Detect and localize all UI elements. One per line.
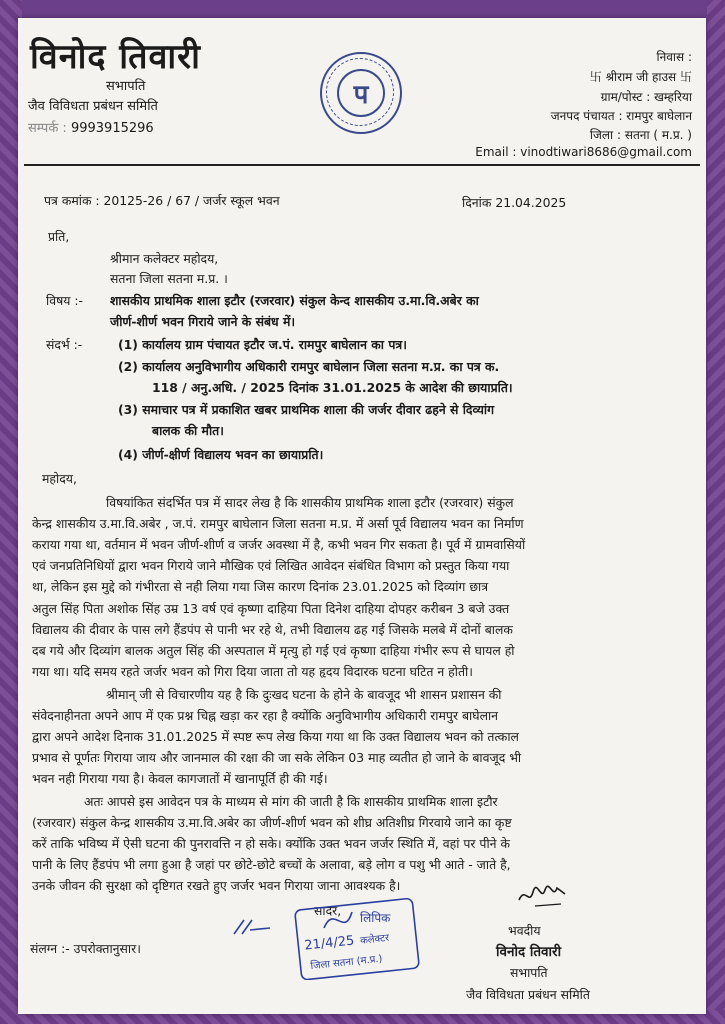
salutation: महोदय, xyxy=(42,471,77,486)
para1-line: एवं जनप्रतिनिधियों द्वारा भवन गिराये जाने मौखिक एवं लिखित आवेदन संबंधित विभाग को प्रस्तुत किया गया xyxy=(32,558,510,573)
signature-handwritten xyxy=(515,880,569,910)
seal-ring xyxy=(326,58,394,126)
letter-page xyxy=(18,18,706,1014)
reference-1: (1) कार्यालय ग्राम पंचायत इटौर ज.पं. रामपुर बाघेलान का पत्र। xyxy=(118,337,407,352)
para1-line: अतुल सिंह पिता अशोक सिंह उम्र 13 वर्ष एवं कृष्णा दाहिया पिता दिनेश दाहिया दोपहर करीबन 3 बजे उक्त xyxy=(32,601,510,616)
para1-line: गया था। यदि समय रहते जर्जर भवन को गिरा दिया जाता तो यह हृदय विदारक घटना घटित न होती। xyxy=(32,664,473,679)
prati: प्रति, xyxy=(48,229,70,244)
para1-line: था, लेकिन इस मुद्दे को गंभीरता से नही लिया गया जिस कारण दिनांक 23.01.2025 को दिव्यांग छात्र xyxy=(32,579,489,594)
address-label: निवास : xyxy=(656,50,692,64)
letter-ref-number: पत्र कमांक : 20125-26 / 67 / जर्जर स्कूल भवन xyxy=(44,193,280,208)
address-email: Email : vinodtiwari8686@gmail.com xyxy=(475,145,692,159)
subject-line1: शासकीय प्राथमिक शाला इटौर (रजरवार) संकुल केन्द शासकीय उ.मा.वि.अबेर का xyxy=(110,293,479,308)
para1-line: विद्यालय की दीवार के पास लगे हैंडपंप से पानी भर रहे थे, तभी विद्यालय ढह गई जिसके मलबे में दोनों बालक xyxy=(32,622,513,637)
letter-date: दिनांक 21.04.2025 xyxy=(462,195,567,210)
para2-line: संवेदनाहीनता अपने आप में एक प्रश्न चिह्न खड़ा कर रहा है क्योंकि अनुविभागीय अधिकारी रामपुर बाघेलान xyxy=(32,708,499,723)
para2-line: भवन नही गिराया गया है। केवल कागजातों में खानापूर्ति ही की गई। xyxy=(32,771,328,786)
closing-title: सभापति xyxy=(510,965,548,980)
addressee-line2: सतना जिला सतना म.प्र. । xyxy=(110,271,228,286)
header-divider xyxy=(24,164,700,166)
letterhead-title: सभापति xyxy=(106,79,146,94)
reference-2-line1: (2) कार्यालय अनुविभागीय अधिकारी रामपुर बाघेलान जिला सतना म.प्र. का पत्र क. xyxy=(118,359,500,374)
para1-line: कराया गया था, वर्तमान में भवन जीर्ण-शीर्ण व जर्जर अवस्था में है, कभी भवन गिर सकता है। पूर्व में ग्रामवासियों xyxy=(32,537,526,552)
para2-line: प्रभाव से पूर्णतः गिराया जाय और जानमाल की रक्षा की जा सके लेकिन 03 माह व्यतीत हो जाने के बावजूद भी xyxy=(32,750,522,765)
address-district: जिला : सतना ( म.प्र. ) xyxy=(589,128,692,142)
phone-number: 9993915296 xyxy=(70,121,154,136)
letterhead-name: विनोद तिवारी xyxy=(30,37,201,77)
para3-line: करें ताकि भविष्य में ऐसी घटना की पुनरावत्ति न हो सके। क्योंकि उक्त भवन जर्जर स्थिति में, वहां पर पीने के xyxy=(32,836,510,851)
closing-saadar: सादर, xyxy=(314,903,342,918)
phone-label: सम्पर्क : xyxy=(28,121,67,136)
references-label: संदर्भ :- xyxy=(46,337,83,352)
seal-logo xyxy=(320,52,402,134)
closing-name: विनोद तिवारी xyxy=(496,944,562,960)
reference-3-line2: बालक की मौत। xyxy=(152,423,224,438)
stamp-text-1: लिपिक xyxy=(360,911,391,925)
background-cloth-right xyxy=(707,0,725,1024)
stamp-date: 21/4/25 xyxy=(303,933,356,954)
reference-4: (4) जीर्ण-क्षीर्ण विद्यालय भवन का छायाप्रति। xyxy=(118,447,324,462)
subject-label: विषय :- xyxy=(46,293,84,308)
para3-line: (रजरवार) संकुल केन्द्र शासकीय उ.मा.वि.अबेर का जीर्ण-शीर्ण भवन को शीघ्र अतिशीघ्र गिरवाये जाने का कृष्ट xyxy=(32,815,512,830)
para2-line: श्रीमान् जी से विचारणीय यह है कि दुःखद घटना के होने के बावजूद भी शासन प्रशासन की xyxy=(106,687,502,702)
received-stamp xyxy=(294,898,422,980)
para2-line: द्वारा अपने आदेश दिनाक 31.01.2025 में स्पष्ट रूप लेख किया गया था कि उक्त विद्यालय भवन को तत्काल xyxy=(32,729,519,744)
letterhead-phone xyxy=(28,118,154,136)
para3-line: पानी के लिए हैंडपंप भी लगा हुआ है जहां पर छोटे-छोटे बच्चों के अलावा, बड़े लोग व पशु भी आते - जाते है, xyxy=(32,857,511,872)
stamp-text-4: जिला सतना (म.प्र.) xyxy=(310,953,383,973)
seal-symbol: प xyxy=(337,69,385,117)
closing-bhavdiya: भवदीय xyxy=(508,923,541,938)
para1-line: विषयांकित संदर्भित पत्र में सादर लेख है कि शासकीय प्राथमिक शाला इटौर (रजरवार) संकुल xyxy=(106,495,514,510)
closing-org: जैव विविधता प्रबंधन समिति xyxy=(466,987,590,1002)
reference-2-line2: 118 / अनु.अधि. / 2025 दिनांक 31.01.2025 के आदेश की छायाप्रति। xyxy=(152,380,513,395)
para1-line: केन्द्र शासकीय उ.मा.वि.अबेर , ज.पं. रामपुर बाघेलान जिला सतना म.प्र. में अर्सा पूर्व विद्यालय भवन का निर्माण xyxy=(32,516,524,531)
stamp-text-3: कलेक्टर xyxy=(359,932,390,947)
subject-line2: जीर्ण-शीर्ण भवन गिराये जाने के संबंध में। xyxy=(110,314,296,329)
address-village: ग्राम/पोस्ट : खम्हरिया xyxy=(600,90,692,104)
reference-3-line1: (3) समाचार पत्र में प्रकाशित खबर प्राथमिक शाला की जर्जर दीवार ढहने से दिव्यांग xyxy=(118,402,495,417)
address-panchayat: जनपद पंचायत : रामपुर बाघेलान xyxy=(550,109,692,123)
enclosure-note: संलग्न :- उपरोक्तानुसार। xyxy=(30,941,141,956)
address-house: 卐 श्रीराम जी हाउस 卐 xyxy=(589,70,692,84)
para3-line: अतः आपसे इस आवेदन पत्र के माध्यम से मांग की जाती है कि शासकीय प्राथमिक शाला इटौर xyxy=(84,794,498,809)
letterhead-org: जैव विविधता प्रबंधन समिति xyxy=(28,99,158,114)
initials-mark xyxy=(230,916,274,942)
para3-line: उनके जीवन की सुरक्षा को दृष्टिगत रखते हुए जर्जर भवन गिराया जाना आवश्यक है। xyxy=(32,878,401,893)
para1-line: दब गये और दिव्यांग बालक अतुल सिंह की अस्पताल में मृत्यु हो गई एवं कृष्णा दाहिया गंभीर रूप से घायल हो xyxy=(32,643,515,658)
addressee-line1: श्रीमान कलेक्टर महोदय, xyxy=(110,251,219,266)
